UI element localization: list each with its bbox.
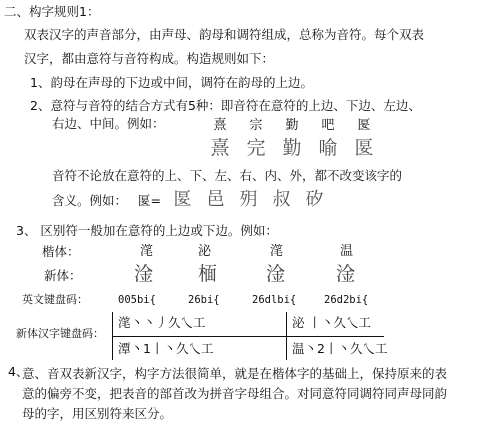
rule-4-line-2: 意的偏旁不变，把表音的部首改为拼音字母组合。对同意符同调符同声母同韵: [22, 386, 448, 401]
new-char: 淦: [336, 263, 356, 285]
key-row-top-left: 滗丶丶丿久乀工: [118, 315, 206, 330]
note-char: 匽=: [138, 193, 161, 208]
new-label: 新体：: [44, 268, 82, 283]
keycode: 26dlbi{: [252, 294, 297, 306]
kaiti-char: 滗: [270, 244, 285, 259]
keycode: 005bi{: [118, 294, 156, 306]
example-new-char: 完: [246, 137, 266, 159]
example-new-char: 熹: [210, 137, 230, 159]
section-heading: 二、构字规则1：: [4, 4, 100, 19]
rule-1: 1、韵母在声母的下边或中间，调符在韵母的上边。: [30, 75, 313, 90]
variant-char: 匽: [173, 189, 192, 210]
example-char: 匽: [357, 118, 371, 133]
example-new-char: 匽: [354, 137, 374, 159]
example-char: 宗: [249, 118, 263, 133]
key-table-row-divider: [112, 336, 384, 337]
example-new-char: 勤: [282, 137, 302, 159]
new-char: 淦: [134, 263, 154, 285]
rule-4-line-1: 意、音双表新汉字，构字方法很简单，就是在楷体字的基础上，保持原来的表: [22, 366, 448, 381]
new-char: 㮌: [198, 263, 218, 285]
keycode-label: 英文键盘码：: [22, 293, 88, 306]
example-new-char: 喻: [318, 137, 338, 159]
variant-chars: [166, 187, 331, 214]
example-char: 吧: [321, 118, 335, 133]
kaiti-char: 滗: [140, 244, 155, 259]
note-prefix: 含义。例如：: [52, 193, 128, 208]
key-row-bottom-left: 潭丶1丨丶久乀工: [118, 341, 214, 356]
variant-char: 㱚: [239, 189, 258, 210]
kaiti-char: 温: [340, 244, 355, 259]
key-row-top-right: 泌 丨丶久乀工: [292, 315, 371, 330]
rule-4-number: 4、: [8, 364, 29, 379]
example-char: 熹: [213, 118, 227, 133]
variant-char: 矽: [305, 189, 324, 210]
note-line-1: 音符不论放在意符的上、下、左、右、内、外，都不改变该字的: [52, 168, 403, 183]
example-char: 勤: [285, 118, 299, 133]
examples-standard: [202, 117, 382, 134]
rule-3-title: 3、 区别符一般加在意符的上边或下边。例如：: [16, 223, 278, 238]
key-row-bottom-right: 温丶2丨丶久乀工: [292, 341, 388, 356]
rule-4-line-3: 母的字，用区别符来区分。: [22, 406, 173, 421]
new-keycode-label: 新体汉字键盘码：: [16, 327, 104, 340]
keycode: 26d2bi{: [324, 294, 369, 306]
kaiti-char: 泌: [198, 244, 213, 259]
intro-line-2: 汉字，都由意符与音符构成。构造规则如下：: [24, 51, 275, 66]
variant-char: 叔: [272, 189, 291, 210]
new-char: 淦: [266, 263, 286, 285]
rule-2-line-2: 右边、中间。例如：: [52, 116, 165, 131]
keycode: 26bi{: [188, 294, 220, 306]
kaiti-label: 楷体：: [42, 244, 80, 259]
examples-new: [202, 135, 382, 163]
rule-2-line-1: 2、意符与音符的结合方式有5种：即音符在意符的上边、下边、左边、: [30, 98, 421, 113]
variant-char: 邑: [206, 189, 225, 210]
intro-line-1: 双表汉字的声音部分，由声母、韵母和调符组成，总称为音符。每个双表: [24, 27, 425, 42]
